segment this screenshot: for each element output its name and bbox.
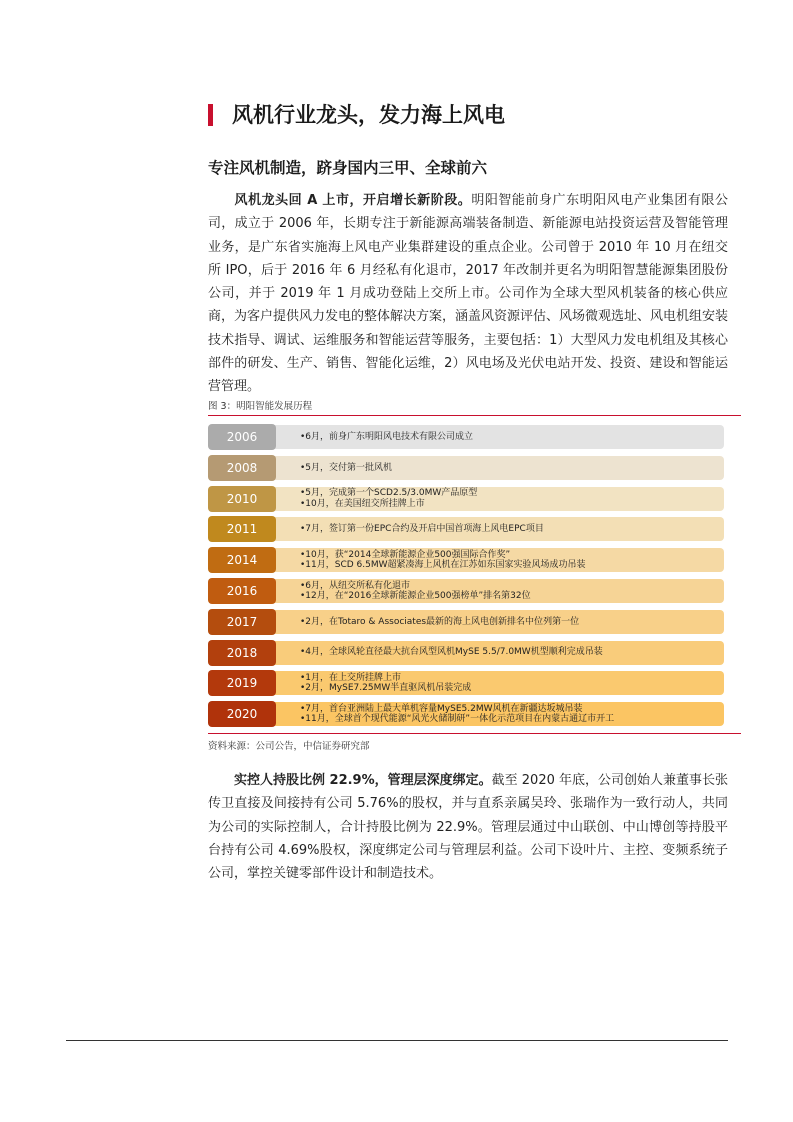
timeline-year: 2020: [208, 701, 276, 727]
timeline-event: •1月，在上交所挂牌上市: [300, 672, 402, 683]
timeline-row: [208, 424, 724, 450]
timeline-year: 2014: [208, 547, 276, 573]
subsection-title: 专注风机制造，跻身国内三甲、全球前六: [208, 159, 488, 177]
section-marker: [208, 104, 213, 126]
timeline-events: [300, 456, 720, 480]
figure-bottom-rule: [208, 733, 741, 734]
timeline-events: [300, 610, 720, 634]
timeline-event: •12月，在“2016全球新能源企业500强榜单”排名第32位: [300, 591, 531, 601]
figure-source: 资料来源：公司公告，中信证券研究部: [208, 741, 370, 752]
timeline-row: [208, 609, 724, 635]
timeline-events: [300, 517, 720, 541]
timeline-event: •2月，在Totaro & Associates最新的海上风电创新排名中位列第一位: [300, 616, 580, 627]
timeline-event: •5月，交付第一批风机: [300, 462, 393, 473]
timeline-event: •5月，完成第一个SCD2.5/3.0MW产品原型: [300, 488, 478, 499]
paragraph-lead: 风机龙头回 A 上市，开启增长新阶段。: [234, 193, 472, 208]
timeline-events: [300, 487, 720, 511]
section-title: 风机行业龙头，发力海上风电: [232, 103, 505, 127]
timeline-row: [208, 701, 724, 727]
timeline-row: [208, 486, 724, 512]
figure-title: 图 3：明阳智能发展历程: [208, 401, 313, 412]
timeline-event: •4月，全球风轮直径最大抗台风型风机MySE 5.5/7.0MW机型顺利完成吊装: [300, 647, 603, 658]
timeline-row: [208, 640, 724, 666]
timeline-row: [208, 516, 724, 542]
timeline-event: •7月，首台亚洲陆上最大单机容量MySE5.2MW风机在新疆达坂城吊装: [300, 703, 583, 714]
timeline-event: •11月，全球首个现代能源“风光火储制研”一体化示范项目在内蒙古通辽市开工: [300, 714, 615, 725]
timeline-event: •2月，MySE7.25MW半直驱风机吊装完成: [300, 683, 472, 694]
paragraph-company-overview: [208, 189, 728, 399]
timeline-events: [300, 702, 720, 726]
timeline-event: •10月，在美国纽交所挂牌上市: [300, 498, 425, 509]
timeline-year: 2018: [208, 640, 276, 666]
paragraph-body: 截至 2020 年底，公司创始人兼董事长张传卫直接及间接持有公司 5.76%的股权，并与直系亲属吴玲、张瑞作为一致行动人，共同为公司的实际控制人，合计持股比例为 22.9%。管理层通过中山联创、中山博创等持股平台持有公司 4.69%股权，深度绑定公司与管理层利益。公司下设叶片、主控、变频系统子公司，掌控关键零部件设计和制造技术。: [208, 773, 728, 882]
paragraph-shareholding: [208, 769, 728, 885]
timeline-year: 2006: [208, 424, 276, 450]
timeline-events: [300, 548, 720, 572]
timeline-year: 2010: [208, 486, 276, 512]
timeline-year: 2017: [208, 609, 276, 635]
timeline-events: [300, 641, 720, 665]
timeline-row: [208, 547, 724, 573]
timeline-event: •11月，SCD 6.5MW超紧凑海上风机在江苏如东国家实验风场成功吊装: [300, 560, 586, 571]
timeline-event: •6月，从纽交所私有化退市: [300, 580, 411, 591]
timeline-events: [300, 579, 720, 603]
timeline-row: [208, 455, 724, 481]
timeline-event: •10月，获“2014全球新能源企业500强国际合作奖”: [300, 549, 511, 560]
timeline-year: 2016: [208, 578, 276, 604]
timeline-event: •6月，前身广东明阳风电技术有限公司成立: [300, 431, 474, 442]
timeline-event: •7月，签订第一份EPC合约及开启中国首项海上风电EPC项目: [300, 524, 544, 535]
timeline-year: 2008: [208, 455, 276, 481]
paragraph-lead: 实控人持股比例 22.9%，管理层深度绑定。: [234, 773, 492, 788]
timeline-year: 2019: [208, 670, 276, 696]
figure-top-rule: [208, 415, 741, 416]
timeline-year: 2011: [208, 516, 276, 542]
timeline-events: [300, 671, 720, 695]
footer-rule: [66, 1040, 728, 1041]
paragraph-body: 明阳智能前身广东明阳风电产业集团有限公司，成立于 2006 年，长期专注于新能源高端装备制造、新能源电站投资运营及智能管理业务，是广东省实施海上风电产业集群建设的重点企业。公司曾于 2010 年 10 月在纽交所 IPO，后于 2016 年 6 月经私有化退市，2017 年改制并更名为明阳智慧能源集团股份公司，并于 2019 年 1 月成功登陆上交所上市。公司作为全球大型风机装备的核心供应商，为客户提供风力发电的整体解决方案，涵盖风资源评估、风场微观选址、风电机组安装技术指导、调试、运维服务和智能运营等服务，主要包括：1）大型风力发电机组及其核心部件的研发、生产、销售、智能化运维，2）风电场及光伏电站开发、投资、建设和智能运营管理。: [208, 193, 729, 395]
timeline-events: [300, 425, 720, 449]
timeline-row: [208, 670, 724, 696]
timeline-row: [208, 578, 724, 604]
